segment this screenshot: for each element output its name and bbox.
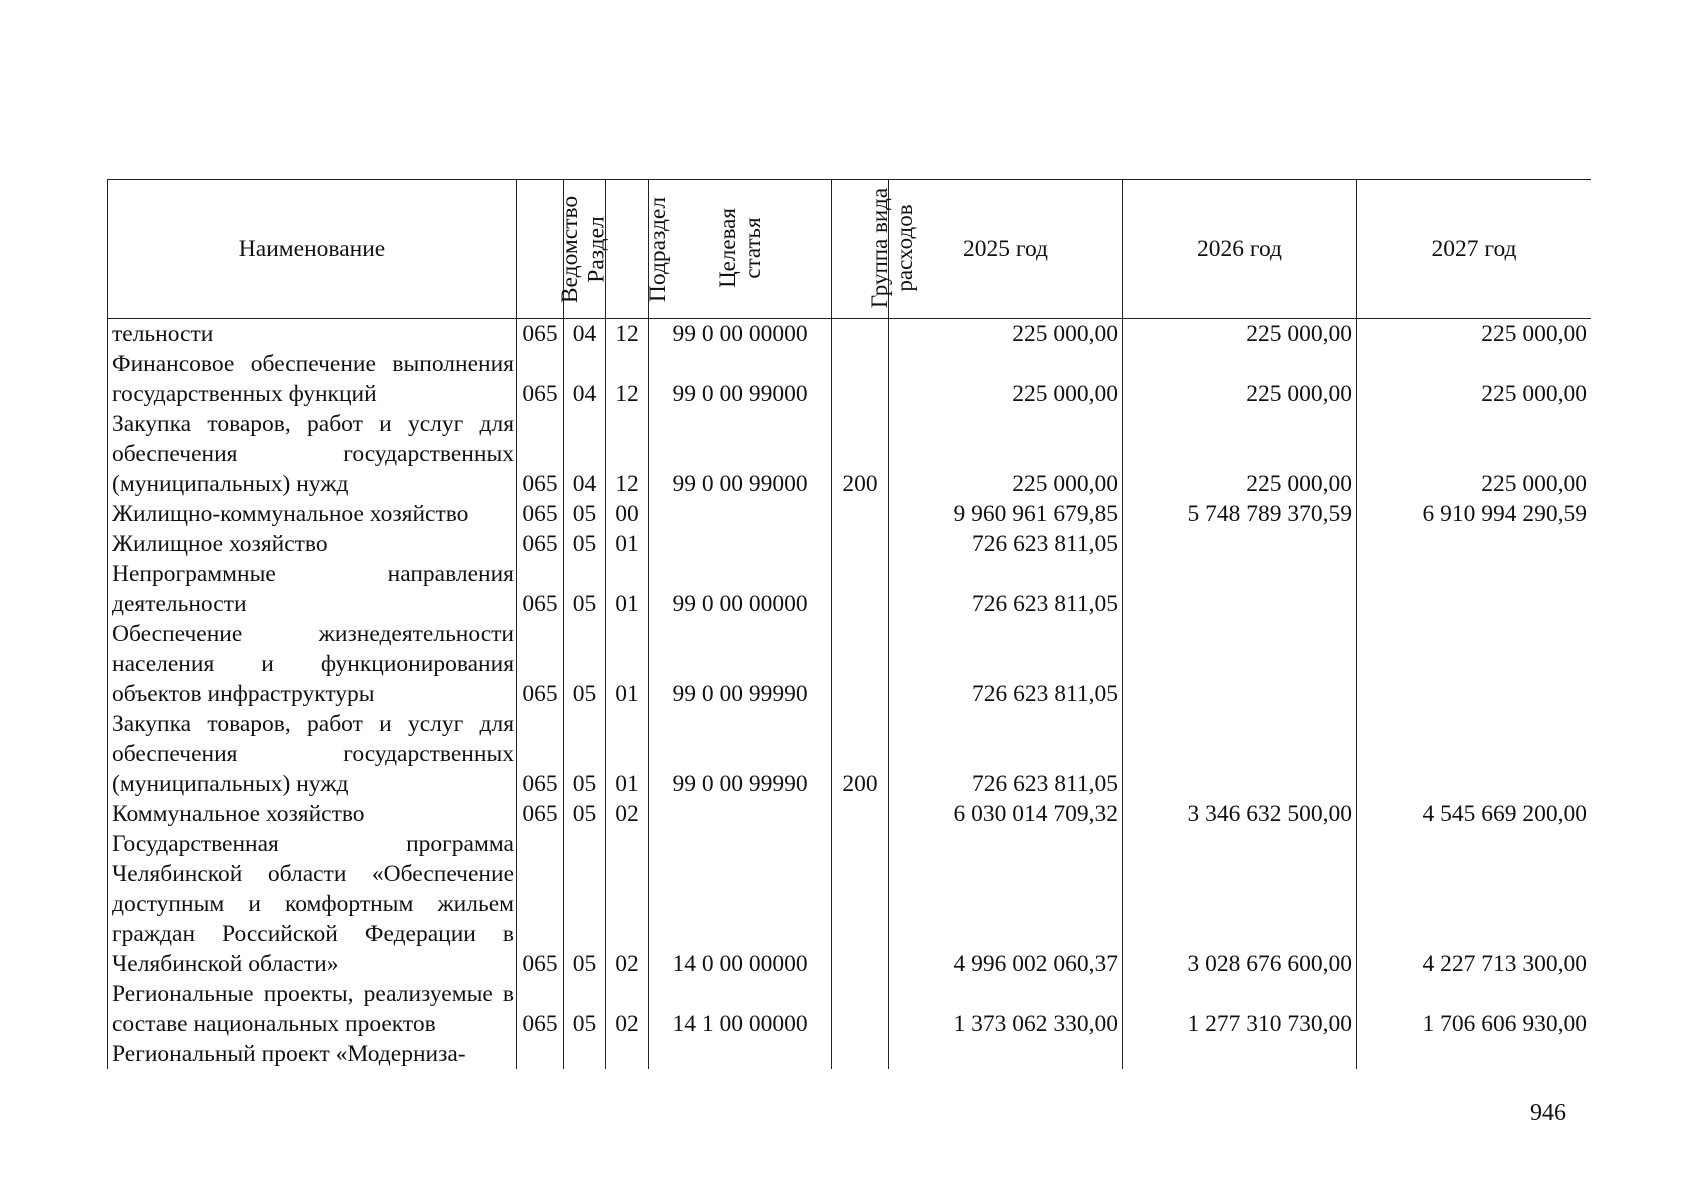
row-2025: 225 000,00 — [889, 349, 1123, 409]
row-gruppa — [832, 559, 889, 619]
row-2025: 726 623 811,05 — [889, 619, 1123, 709]
row-name: тельности — [108, 319, 517, 350]
row-vedomstvo: 065 — [517, 409, 564, 499]
row-name: Закупка товаров, работ и услуг для обеспечения государственных (муниципальных) нужд — [108, 709, 517, 799]
row-2026: 1 277 310 730,00 — [1123, 979, 1357, 1039]
table-row — [108, 979, 1592, 1039]
row-2025: 6 030 014 709,32 — [889, 799, 1123, 829]
row-2025: 726 623 811,05 — [889, 529, 1123, 559]
row-razdel: 05 — [564, 709, 606, 799]
row-podrazdel: 01 — [606, 619, 649, 709]
row-2027: 4 227 713 300,00 — [1357, 829, 1592, 979]
row-name: Коммунальное хозяйство — [108, 799, 517, 829]
budget-table-frame — [107, 179, 1591, 1099]
row-name: Жилищно-коммунальное хозяйство — [108, 499, 517, 529]
row-2027: 225 000,00 — [1357, 409, 1592, 499]
row-2026 — [1123, 619, 1357, 709]
header-podrazdel: Подраздел — [606, 180, 649, 319]
row-2027: 4 545 669 200,00 — [1357, 799, 1592, 829]
row-2026: 5 748 789 370,59 — [1123, 499, 1357, 529]
row-vedomstvo: 065 — [517, 559, 564, 619]
row-celevaya-statya — [649, 499, 832, 529]
row-2027 — [1357, 559, 1592, 619]
row-2026 — [1123, 709, 1357, 799]
row-gruppa — [832, 349, 889, 409]
row-2027 — [1357, 529, 1592, 559]
row-vedomstvo: 065 — [517, 709, 564, 799]
row-2026: 225 000,00 — [1123, 409, 1357, 499]
row-gruppa — [832, 979, 889, 1039]
row-2026: 3 028 676 600,00 — [1123, 829, 1357, 979]
row-vedomstvo: 065 — [517, 319, 564, 350]
header-2025: 2025 год — [889, 180, 1123, 319]
row-gruppa — [832, 799, 889, 829]
row-gruppa — [832, 499, 889, 529]
row-podrazdel: 12 — [606, 349, 649, 409]
table-row — [108, 829, 1592, 979]
row-razdel: 04 — [564, 349, 606, 409]
row-razdel: 04 — [564, 319, 606, 350]
row-name: Обеспечение жизнедеятельности населения и функционирования объектов инфраструктуры — [108, 619, 517, 709]
row-2026: 3 346 632 500,00 — [1123, 799, 1357, 829]
row-2027 — [1357, 1039, 1592, 1069]
header-2026: 2026 год — [1123, 180, 1357, 319]
row-razdel: 05 — [564, 529, 606, 559]
row-razdel: 05 — [564, 979, 606, 1039]
row-2025: 225 000,00 — [889, 319, 1123, 350]
row-vedomstvo: 065 — [517, 349, 564, 409]
row-celevaya-statya: 99 0 00 00000 — [649, 319, 832, 350]
row-razdel — [564, 1039, 606, 1069]
row-razdel: 05 — [564, 499, 606, 529]
row-name: Закупка товаров, работ и услуг для обеспечения государственных (муниципальных) нужд — [108, 409, 517, 499]
header-vedomstvo: Ведомство — [517, 180, 564, 319]
row-celevaya-statya: 14 0 00 00000 — [649, 829, 832, 979]
header-name: Наименование — [108, 180, 517, 319]
row-2026 — [1123, 529, 1357, 559]
row-celevaya-statya: 99 0 00 99990 — [649, 709, 832, 799]
table-row — [108, 1039, 1592, 1069]
row-2025: 726 623 811,05 — [889, 559, 1123, 619]
row-2025: 225 000,00 — [889, 409, 1123, 499]
row-vedomstvo: 065 — [517, 979, 564, 1039]
row-gruppa: 200 — [832, 409, 889, 499]
row-vedomstvo: 065 — [517, 619, 564, 709]
table-row — [108, 319, 1592, 350]
row-2027 — [1357, 709, 1592, 799]
row-2027: 225 000,00 — [1357, 349, 1592, 409]
row-2027: 225 000,00 — [1357, 319, 1592, 350]
table-row — [108, 529, 1592, 559]
row-celevaya-statya — [649, 1039, 832, 1069]
row-2025 — [889, 1039, 1123, 1069]
row-2025: 1 373 062 330,00 — [889, 979, 1123, 1039]
table-row — [108, 559, 1592, 619]
row-podrazdel: 01 — [606, 559, 649, 619]
row-podrazdel: 12 — [606, 319, 649, 350]
row-2025: 726 623 811,05 — [889, 709, 1123, 799]
row-celevaya-statya — [649, 529, 832, 559]
row-celevaya-statya: 99 0 00 00000 — [649, 559, 832, 619]
table-row — [108, 349, 1592, 409]
row-vedomstvo: 065 — [517, 499, 564, 529]
budget-table — [107, 179, 1591, 1069]
row-2025: 9 960 961 679,85 — [889, 499, 1123, 529]
row-gruppa — [832, 619, 889, 709]
row-vedomstvo: 065 — [517, 529, 564, 559]
row-celevaya-statya — [649, 799, 832, 829]
row-gruppa — [832, 829, 889, 979]
row-celevaya-statya: 99 0 00 99000 — [649, 409, 832, 499]
row-name: Государственная программа Челябинской области «Обеспечение доступным и комфортным жильем граждан Российской Федерации в Челябинской области» — [108, 829, 517, 979]
row-vedomstvo — [517, 1039, 564, 1069]
header-razdel: Раздел — [564, 180, 606, 319]
row-podrazdel: 02 — [606, 799, 649, 829]
row-2026: 225 000,00 — [1123, 349, 1357, 409]
row-gruppa — [832, 1039, 889, 1069]
row-2027: 1 706 606 930,00 — [1357, 979, 1592, 1039]
row-name: Непрограммные направления деятельности — [108, 559, 517, 619]
table-row — [108, 709, 1592, 799]
header-gruppa-vida-rashodov: Группа вида расходов — [832, 180, 889, 319]
row-gruppa — [832, 529, 889, 559]
row-podrazdel: 01 — [606, 709, 649, 799]
row-celevaya-statya: 99 0 00 99990 — [649, 619, 832, 709]
row-name: Региональные проекты, реализуемые в составе национальных проектов — [108, 979, 517, 1039]
row-celevaya-statya: 14 1 00 00000 — [649, 979, 832, 1039]
table-header-row — [108, 180, 1592, 319]
table-row — [108, 409, 1592, 499]
row-name: Финансовое обеспечение выполнения государственных функций — [108, 349, 517, 409]
row-podrazdel — [606, 1039, 649, 1069]
table-row — [108, 619, 1592, 709]
header-2027: 2027 год — [1357, 180, 1592, 319]
row-gruppa — [832, 319, 889, 350]
row-name: Жилищное хозяйство — [108, 529, 517, 559]
row-celevaya-statya: 99 0 00 99000 — [649, 349, 832, 409]
table-row — [108, 499, 1592, 529]
row-podrazdel: 00 — [606, 499, 649, 529]
row-gruppa: 200 — [832, 709, 889, 799]
row-podrazdel: 02 — [606, 829, 649, 979]
row-2027 — [1357, 619, 1592, 709]
row-2025: 4 996 002 060,37 — [889, 829, 1123, 979]
row-razdel: 05 — [564, 619, 606, 709]
table-row — [108, 799, 1592, 829]
row-2026 — [1123, 559, 1357, 619]
row-2026 — [1123, 1039, 1357, 1069]
row-vedomstvo: 065 — [517, 829, 564, 979]
row-name: Региональный проект «Модерниза- — [108, 1039, 517, 1069]
row-2027: 6 910 994 290,59 — [1357, 499, 1592, 529]
row-podrazdel: 12 — [606, 409, 649, 499]
row-vedomstvo: 065 — [517, 799, 564, 829]
row-razdel: 05 — [564, 559, 606, 619]
row-2026: 225 000,00 — [1123, 319, 1357, 350]
row-razdel: 04 — [564, 409, 606, 499]
page-number: 946 — [1530, 1100, 1566, 1126]
row-razdel: 05 — [564, 799, 606, 829]
row-podrazdel: 02 — [606, 979, 649, 1039]
header-celevaya-statya: Целевая статья — [649, 180, 832, 319]
row-razdel: 05 — [564, 829, 606, 979]
row-podrazdel: 01 — [606, 529, 649, 559]
